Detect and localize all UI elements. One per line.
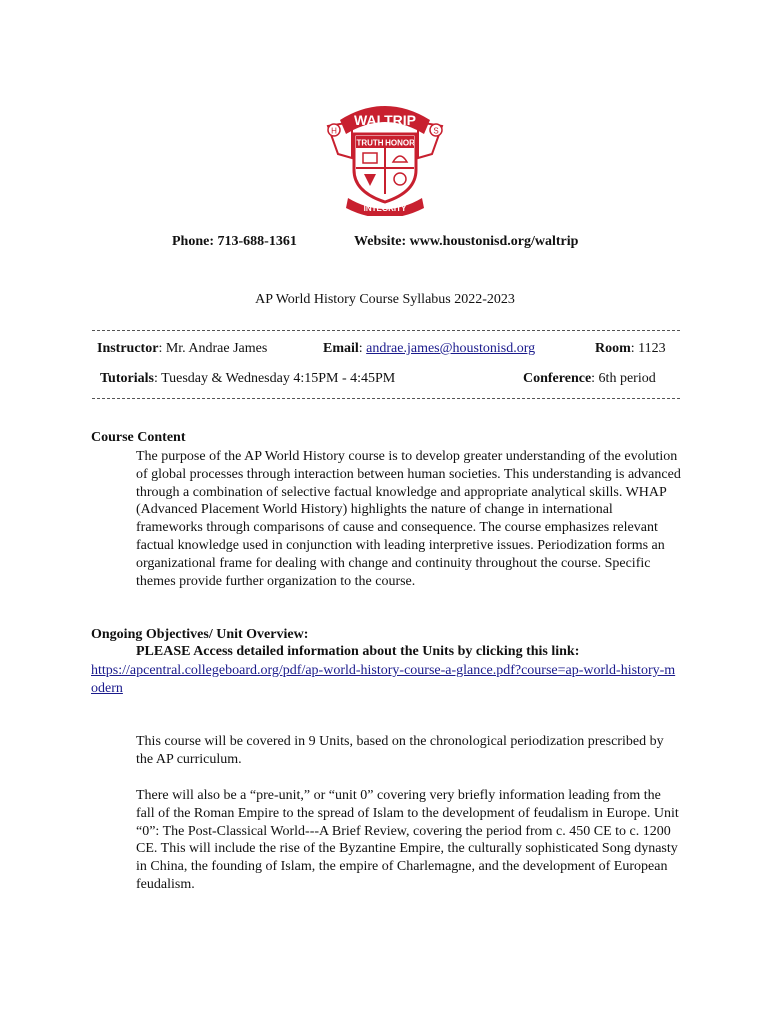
conference-info <box>523 371 656 387</box>
logo-left-word: TRUTH <box>356 138 384 148</box>
top-divider <box>92 330 680 331</box>
tutorials-label: Tutorials <box>100 371 154 386</box>
bottom-divider <box>92 398 680 399</box>
phone-text: Phone: 713-688-1361 <box>172 234 297 249</box>
room-info <box>595 341 666 357</box>
instructor-value: : Mr. Andrae James <box>158 341 268 356</box>
tutorials-value: : Tuesday & Wednesday 4:15PM - 4:45PM <box>153 371 396 386</box>
website-text: Website: www.houstonisd.org/waltrip <box>354 234 579 249</box>
objectives-subheading: PLEASE Access detailed information about the Units by clicking this link: <box>136 644 580 659</box>
units-link[interactable]: https://apcentral.collegeboard.org/pdf/ap-world-history-course-a-glance.pdf?course=ap-world-history-modern <box>91 663 676 696</box>
room-label: Room <box>595 341 631 356</box>
logo-right-word: HONOR <box>385 138 415 148</box>
logo-bottom-text: INTEGRITY <box>363 204 407 213</box>
email-separator: : <box>358 341 367 356</box>
email-info <box>323 341 535 357</box>
logo-left-letter: H <box>331 126 337 136</box>
room-value: : 1123 <box>630 341 666 356</box>
logo-top-text: WALTRIP <box>354 112 416 128</box>
units-paragraph: This course will be covered in 9 Units, based on the chronological periodization prescribed by the AP curriculum. <box>136 734 664 767</box>
logo-right-letter: S <box>433 126 439 136</box>
conference-value: : 6th period <box>591 371 656 386</box>
page-title: AP World History Course Syllabus 2022-2023 <box>255 292 515 307</box>
course-content-heading: Course Content <box>91 430 186 445</box>
objectives-heading: Ongoing Objectives/ Unit Overview: <box>91 627 309 642</box>
instructor-info <box>97 341 267 357</box>
school-crest-logo <box>318 98 452 216</box>
pre-unit-paragraph: There will also be a “pre-unit,” or “unit 0” covering very briefly information leading from the fall of the Roman Empire to the spread of Islam to the development of feudalism in Europe. Unit “0”: The Post-Classical World---A Brief Review, covering the period from c. 450 CE to c. 1200 CE. This will include the rise of the Byzantine Empire, the culturally sophisticated Song dynasty in China, the founding of Islam, the empire of Charlemagne, and the development of European feudalism. <box>136 788 679 892</box>
course-content-body: The purpose of the AP World History course is to develop greater understanding of the evolution of global processes through interaction between human societies. This understanding is advanced through a combination of selective factual knowledge and appropriate analytical skills. WHAP (Advanced Placement World History) highlights the nature of change in international frameworks through comparisons of cause and consequence. The course emphasizes relevant factual knowledge used in conjunction with leading interpretive issues. Periodization forms an organizational frame for dealing with change and continuity throughout the course. Specific themes provide further organization to the course. <box>136 449 681 589</box>
instructor-label: Instructor <box>97 341 159 356</box>
conference-label: Conference <box>523 371 592 386</box>
email-label: Email <box>323 341 359 356</box>
tutorials-info <box>100 371 395 387</box>
email-link[interactable]: andrae.james@houstonisd.org <box>366 341 536 356</box>
